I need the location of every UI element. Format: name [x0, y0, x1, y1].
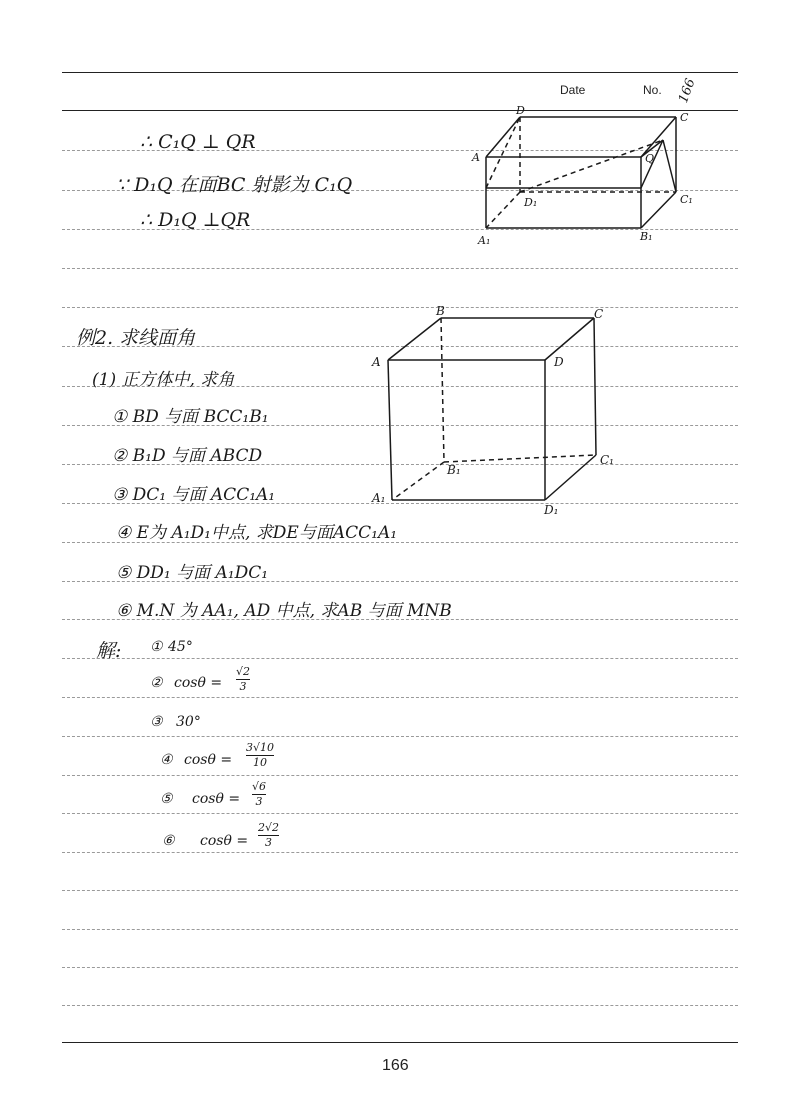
answer-4-denominator: 10: [253, 756, 267, 769]
fig1-label-d1: D₁: [524, 196, 538, 209]
fig2-label-a1: A₁: [372, 491, 386, 505]
answer-2-lhs: cosθ =: [174, 675, 223, 691]
answer-5-lhs: cosθ =: [192, 791, 241, 807]
question-item-3: ③ DC₁ 与面 ACC₁A₁: [112, 485, 276, 505]
fig2-label-b: B: [436, 304, 445, 318]
answer-6-num: ⑥: [162, 833, 175, 849]
answer-1-value: 45°: [168, 639, 193, 655]
fig1-label-c1: C₁: [680, 193, 693, 206]
question-item-1: ① BD 与面 BCC₁B₁: [112, 407, 269, 427]
answer-6-denominator: 3: [265, 836, 272, 849]
answer-6-lhs: cosθ =: [200, 833, 249, 849]
question-item-6: ⑥ M.N 为 AA₁, AD 中点, 求AB 与面 MNB: [116, 601, 452, 621]
handwritten-page-number: 166: [676, 76, 699, 106]
fig1-label-a1: A₁: [478, 234, 491, 247]
proof-line-3: ∴ D₁Q ⊥QR: [140, 209, 251, 231]
fig2-label-b1: B₁: [447, 463, 461, 477]
example-title: 例2. 求线面角: [76, 327, 196, 349]
answer-2-num: ②: [150, 675, 163, 691]
proof-line-2: ∵ D₁Q 在面BC 射影为 C₁Q: [116, 174, 353, 196]
answer-2-numerator: √2: [236, 665, 251, 678]
answer-4-lhs: cosθ =: [184, 752, 233, 768]
printed-page-number: 166: [382, 1057, 409, 1074]
proof-line-1: ∴ C₁Q ⊥ QR: [140, 131, 256, 153]
question-item-5: ⑤ DD₁ 与面 A₁DC₁: [116, 563, 269, 583]
fig2-label-c1: C₁: [600, 453, 614, 467]
fig1-label-q: Q: [645, 152, 655, 165]
answer-6-numerator: 2√2: [258, 821, 280, 834]
answer-1-num: ①: [150, 639, 163, 655]
no-label: No.: [643, 83, 662, 97]
fig1-label-d: D: [516, 104, 525, 117]
question-item-4: ④ E为 A₁D₁中点, 求DE与面ACC₁A₁: [116, 523, 398, 543]
fig2-label-d: D: [554, 355, 564, 369]
example-subtitle: (1) 正方体中, 求角: [92, 370, 235, 390]
answer-5-num: ⑤: [160, 791, 173, 807]
answer-4-num: ④: [160, 752, 173, 768]
fig1-label-c: C: [680, 111, 689, 124]
answer-5-denominator: 3: [255, 795, 263, 808]
answer-3-value: 30°: [176, 714, 201, 730]
answer-5-numerator: √6: [252, 780, 267, 793]
fig1-label-b1: B₁: [640, 230, 653, 243]
fig2-label-c: C: [594, 307, 604, 321]
fig2-label-d1: D₁: [544, 503, 559, 517]
answer-4-numerator: 3√10: [246, 741, 275, 754]
answer-3-num: ③: [150, 714, 163, 730]
question-item-2: ② B₁D 与面 ABCD: [112, 446, 263, 466]
answer-2-denominator: 3: [239, 680, 247, 693]
fig2-label-a: A: [372, 355, 381, 369]
date-label: Date: [560, 83, 586, 97]
solution-label: 解:: [96, 640, 122, 662]
cube-figure: [388, 318, 596, 500]
prism-figure: [486, 117, 676, 228]
fig1-label-a: A: [472, 151, 480, 164]
